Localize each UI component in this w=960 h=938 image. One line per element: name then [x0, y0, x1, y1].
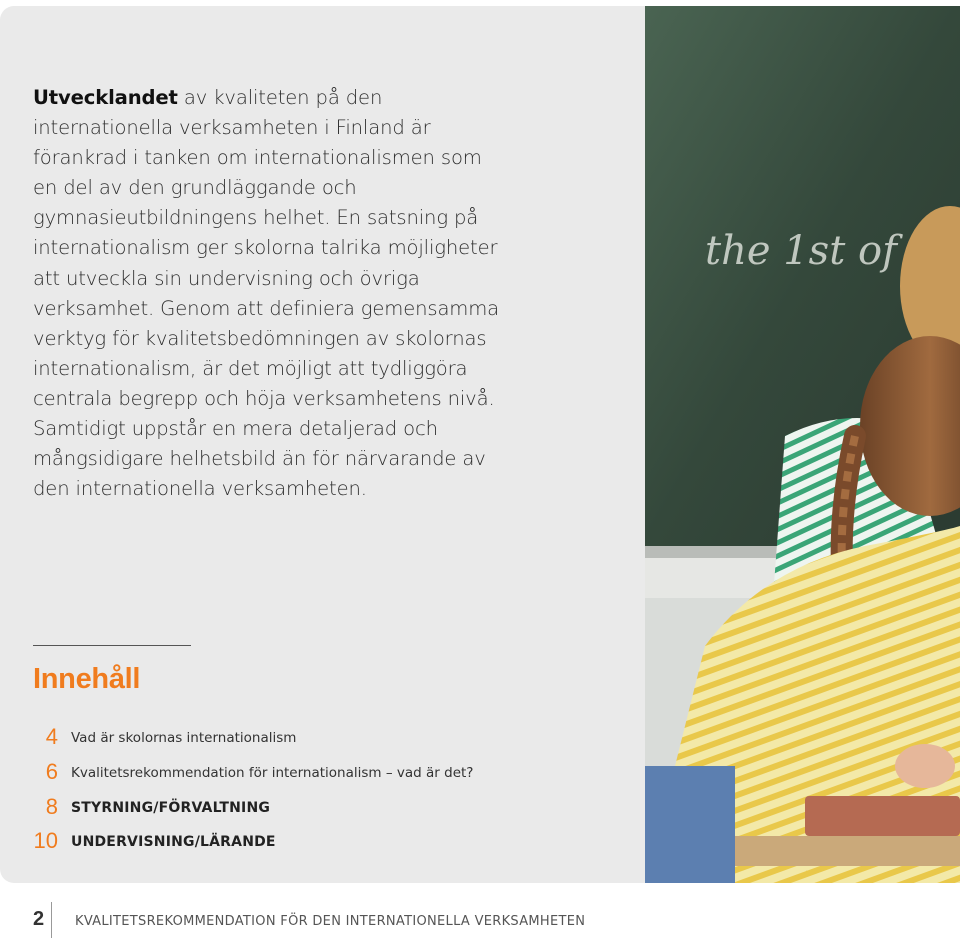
toc-item-label: UNDERVISNING/LÄRANDE — [71, 834, 276, 850]
intro-body: av kvaliteten på den internationella verksamheten i Finland är förankrad i tanken om internationalismen som en del av den grundläggande och gymnasieutbildningens helhet. En satsning på internationalism ger skolorna talrika möjligheter att utveckla sin undervisning och övriga verksamhet. Genom att definiera gemensamma verktyg för kvalitetsbedömningen av skolornas internationalism, är det möjligt att tydliggöra centrala begrepp och höja verksamhetens nivå. Samtidigt uppstår en mera detaljerad och mångsidigare helhetsbild än för närvarande av den internationella verksamheten. — [33, 86, 500, 501]
footer-divider — [51, 902, 52, 938]
toc-item[interactable] — [0, 757, 640, 787]
toc-page-number: 6 — [45, 759, 58, 784]
running-title: KVALITETSREKOMMENDATION FÖR DEN INTERNATIONELLA VERKSAMHETEN — [75, 914, 586, 929]
intro-lead-word: Utvecklandet — [33, 86, 178, 109]
page-number: 2 — [33, 908, 45, 930]
classroom-photo — [645, 6, 960, 883]
toc-item[interactable] — [0, 826, 640, 856]
toc-item-label: STYRNING/FÖRVALTNING — [71, 800, 271, 816]
chalk-writing: the 1st of — [705, 228, 897, 274]
toc-item[interactable] — [0, 722, 640, 752]
intro-paragraph — [33, 83, 503, 504]
toc-page-number: 4 — [45, 724, 58, 749]
section-divider — [33, 645, 191, 646]
toc-page-number: 10 — [33, 828, 58, 853]
toc-item-label: Kvalitetsrekommendation för internationalism – vad är det? — [71, 765, 474, 781]
toc-item[interactable] — [0, 792, 640, 822]
toc-item-label: Vad är skolornas internationalism — [71, 730, 297, 746]
toc-page-number: 8 — [45, 794, 58, 819]
contents-title: Innehåll — [33, 663, 141, 695]
content-panel — [0, 6, 960, 883]
